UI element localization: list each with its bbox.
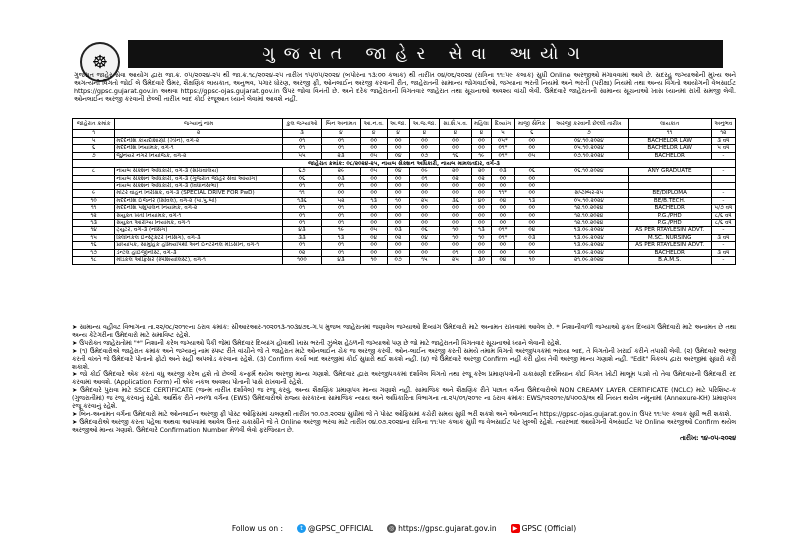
column-header: કુલ જગ્યાઓ [282,119,321,130]
cell-ph: ૦૦ [492,249,515,256]
cell-sebc: ૦૦ [440,145,472,152]
table-row [73,152,736,159]
cell-gen: ૦૧ [322,220,361,227]
cell-women: ૦૦ [471,249,491,256]
cell-gen: ૨૩ [322,152,361,159]
cell-exp: - [711,257,735,264]
cell-date: ૦૬.૧૦.૨૦૨૪ [549,168,628,175]
column-header: અનુભવ [711,119,735,130]
cell-no [73,175,115,182]
table-row [73,212,736,219]
cell-exs: ૦૪ [514,227,549,234]
cell-exp: ૩ વર્ષ [711,249,735,256]
cell-qual [628,175,711,182]
column-header: અરજી કરવાની છેલ્લી તારીખ [549,119,628,130]
cell-gen: ૦૧ [322,242,361,249]
signoff-date: તારીખ: ૧૪-૦૫-૨૦૨૪ [680,434,736,442]
column-number-row [73,130,736,138]
table-row [73,249,736,256]
cell-st: ૦૦ [409,242,439,249]
cell-sebc: ૦૦ [440,205,472,212]
cell-no: ૧૫ [73,234,115,241]
column-header: મહિલા [471,119,491,130]
cell-sc: ૦૦ [387,190,409,197]
cell-women: ૦૦ [471,220,491,227]
twitter-handle: @GPSC_OFFICIAL [308,523,374,533]
section-title: જાહેરાત ક્રમાંક: ૦૮/૨૦૨૪-૨૫, નાયબ સેક્શન અધિકારી, નાયબ મામલતદાર, વર્ગ-૩ [73,160,736,168]
table-row [73,190,736,197]
cell-post: ડેન્ટલ હાઈજીનીસ્ટ, વર્ગ-૩ [115,249,283,256]
cell-date: ૦૭.૧૦.૨૦૨૪ [549,152,628,159]
cell-post: મદદનીશ નિયામક, વર્ગ-૧ [115,145,283,152]
cell-gen: ૦૩ [322,175,361,182]
column-header: માજી સૈનિક [514,119,549,130]
cell-gen: ૦૧ [322,205,361,212]
column-header: સા.શૈ.પ.વ. [440,119,472,130]
cell-exs: ૦૦ [514,205,549,212]
cell-qual: BACHELOR [628,205,711,212]
cell-exs: ૦૩ [514,234,549,241]
cell-exs: ૦૦ [514,249,549,256]
cell-total: ૦૧ [282,242,321,249]
cell-sebc: ૧૬ [440,152,472,159]
cell-exs: ૦૦ [514,212,549,219]
table-row [73,145,736,152]
note-paragraph: ➤ (૧) ઉમેદવારોએ જાહેરાત ક્રમાંક અને જગ્યાનું નામ સ્પષ્ટ રીતે વાંચીને જે તે જાહેરાત માટે ઓનલાઈન ચેક જ અરજી કરવી. ઓન-લાઈન અરજી કરતી સમયે તમામ વિગતો અરજીપત્રકમાં ભરાયા બાદ, તે વિગતોની ખરાઈ કરીને તપાસી લેવી. (૨) ઉમેદવારે અરજી કરતી વખતે જે ઉમેદવારે પોતાનો ફોટો અને સહી અપલોડ કરવાના રહેશે. (૩) Confirm કર્યા બાદ અરજીમાં કોઈ સુધારો થઈ શકશે નહીં. (૪) જે ઉમેદવારે અરજી Confirm નહીં કરી હોય તેવી અરજી માન્ય ગણાશે નહીં. "Edit" વિકલ્પ દ્વારા અરજીમાં સુધારો કરી શકાશે. [72,347,736,371]
cell-ph: ૦૧* [492,234,515,241]
cell-ews: ૧૩ [360,197,387,204]
cell-exp [711,175,735,182]
cell-sc: ૧૦ [387,197,409,204]
cell-exs: ૦૦ [514,145,549,152]
cell-qual: BACHELOR LAW [628,138,711,145]
cell-sc: ૦૩ [387,227,409,234]
cell-gen: ૧૯ [322,227,361,234]
column-header: જાહેરાત ક્રમાંક [73,119,115,130]
cell-ews: ૦૦ [360,249,387,256]
cell-sc: ૦૦ [387,212,409,219]
cell-total: ૧૩૬ [282,197,321,204]
cell-sebc: ૦૦ [440,138,472,145]
cell-exp: ૫ વર્ષ [711,145,735,152]
follow-label: Follow us on : [231,523,284,533]
cell-sc: ૦૦ [387,183,409,190]
cell-no: ૧૨ [73,212,115,219]
cell-sebc: ૦૦ [440,220,472,227]
cell-qual: B.A.M.S. [628,257,711,264]
cell-date [549,183,628,190]
cell-women: ૦૦ [471,242,491,249]
cell-exs: ૦૦ [514,138,549,145]
cell-total: ૪૩ [282,227,321,234]
cell-women: ૦૦ [471,138,491,145]
cell-st: ૦૯ [409,168,439,175]
youtube-link[interactable] [511,524,577,533]
cell-total: ૩૩ [282,234,321,241]
cell-sebc: ૦૧ [440,249,472,256]
cell-no [73,183,115,190]
cell-st: ૦૦ [409,183,439,190]
cell-ph: ૦૦ [492,183,515,190]
note-paragraph: ➤ બિન-અનામત વર્ગના ઉમેદવારો માટે ઓનલાઈન અરજી ફી પોસ્ટ ઓફિસમાં ચલણથી તારીખ ૧૦.૦૭.૨૦૨૪ સુધીમાં જે તે પોસ્ટ ઓફિસમાં કચેરી સમય સુધી ભરી શકશે અને ઓનલાઈન https://gpsc-ojas.gujarat.gov.in ઉપર ૧૧:૫૯ કલાક સુધી ભરી શકાશે. [72,410,732,418]
cell-post: જુનિયર નગર નિયોજક, વર્ગ-૨ [115,152,283,159]
cell-exp: - [711,227,735,234]
cell-st: ૨૫ [409,197,439,204]
cell-gen: ૫૨ [322,197,361,204]
page-title: ગુજરાત જાહેર સેવા આયોગ [128,40,723,68]
cell-total: ૧૦૦ [282,257,321,264]
note-paragraph: ➤ ઉપરોક્ત જાહેરાતોમાં "*" નિશાની કરેલ જગ્યાઓ પૈકી જેમાં ઉમેદવાર દિવ્યાંગ હોવાથી ખાસ ભરતી ઝુંબેશ હેઠળની જગ્યાઓ પણ છે જો માટે જાહેરાતની વિગતવાર સૂચનાઓ ધ્યાને લેવાની રહેશે. [72,339,562,347]
cell-post: નાયબ સેક્શન અધિકારી, વર્ગ-૩ (વિધાનસભા) [115,183,283,190]
cell-sebc: ૧૦ [440,227,472,234]
cell-date: ૧૩.૦૯.૨૦૨૪ [549,242,628,249]
table-body [73,130,736,265]
cell-exs: ૦૬ [514,168,549,175]
cell-no: ૧૧ [73,205,115,212]
column-number: ૩ [282,130,321,138]
cell-exs: ૧૦ [514,257,549,264]
globe-icon: ◎ [389,524,395,532]
cell-ph: ૦૦ [492,242,515,249]
cell-qual: BE/DIPLOMA [628,190,711,197]
cell-total: ૦૧ [282,212,321,219]
cell-ews: ૦૫ [360,227,387,234]
cell-exp: - [711,242,735,249]
cell-date: ૦૫.૧૦.૨૦૨૪ [549,145,628,152]
cell-gen: ૦૦ [322,190,361,197]
cell-sc: ૦૦ [387,220,409,227]
cell-sebc: ૨૫ [440,257,472,264]
column-number: ૧૧ [628,130,711,138]
note-paragraph: ➤ જો કોઈ ઉમેદવારે એક કરતાં વધુ અરજી કરેલ હશે તો છેલ્લી કન્ફર્મ થયેલ અરજી માન્ય ગણાશે. ઉમેદવાર દ્વારા અરજીપત્રકમાં દર્શાવેલ વિગતો તથા રજૂ કરેલ પ્રમાણપત્રોની ચકાસણી દરમિયાન કોઈ વિગત ખોટી માલૂમ પડશે તો તેવા ઉમેદવારની ઉમેદવારી રદ કરવામાં આવશે. (Application Form) ની એક નકલ અવશ્ય પોતાની પાસે રાખવાની રહેશે. [72,371,736,387]
cell-st: ૦૦ [409,220,439,227]
table-row [73,183,736,190]
cell-ews: ૦૫ [360,152,387,159]
cell-ews: ૦૪ [360,234,387,241]
gpsc-emblem-icon: ☸ [80,42,120,82]
cell-sc: ૦૦ [387,145,409,152]
column-number: ૧ [73,130,115,138]
cell-ews: ૦૦ [360,138,387,145]
column-number: ૭ [549,130,628,138]
cell-post: પ્રાધ્યાપક, સામુહિક હોમિયોપેથી અને ઈન્ટરનલ મેડિસીન, વર્ગ-૧ [115,242,283,249]
cell-date: ૧૩.૦૯.૨૦૨૪ [549,234,628,241]
column-number: ૪ [409,130,439,138]
cell-ews: ૦૦ [360,220,387,227]
cell-ews: ૦૫ [360,168,387,175]
cell-no: ૭ [73,152,115,159]
cell-sebc: ૦૦ [440,190,472,197]
cell-sc: ૦૦ [387,205,409,212]
cell-post: મદદનીશ પશુપાલન નિયામક, વર્ગ-૨ [115,205,283,212]
cell-no: ૮ [73,168,115,175]
cell-post: નાયબ સેક્શન અધિકારી, વર્ગ-૩ (સચિવાલય) [115,168,283,175]
cell-total: ૦૨ [282,249,321,256]
cell-no: ૫ [73,138,115,145]
cell-women: ૧૯ [471,152,491,159]
cell-women: ૦૦ [471,183,491,190]
cell-no: ૯ [73,190,115,197]
cell-total: ૫૫ [282,152,321,159]
cell-exs: ૦૦ [514,183,549,190]
youtube-icon: ▶ [511,524,520,533]
cell-gen: ૦૧ [322,145,361,152]
cell-ews: ૦૦ [360,242,387,249]
cell-ph: ૦૦ [492,205,515,212]
cell-date: ૧૨.૧૦.૨૦૨૪ [549,220,628,227]
cell-exs: ૦૦ [514,242,549,249]
cell-ph: ૦૧* [492,152,515,159]
cell-st: ૦૦ [409,145,439,152]
table-row [73,197,736,204]
cell-women: ૦૦ [471,145,491,152]
table-row [73,138,736,145]
cell-date: ૨૧.૦૯.૨૦૨૪ [549,257,628,264]
cell-st: ૦૦ [409,212,439,219]
notes-section [72,324,736,443]
column-number: ૧૨ [711,130,735,138]
cell-st: ૦૧ [409,175,439,182]
cell-exp: - [711,152,735,159]
column-header: આ.ન.વ. [360,119,387,130]
cell-date: સપ્ટેમ્બર-૨૫ [549,190,628,197]
cell-sebc: ૦૨ [440,175,472,182]
cell-women: ૧૩ [471,227,491,234]
youtube-channel: GPSC (Official) [521,523,577,533]
table-section-row [73,160,736,168]
cell-ph: ૧૧* [492,190,515,197]
column-header: જગ્યાનું નામ [115,119,283,130]
cell-post: ક્લિનિકલ ઈન્સ્ટ્રક્ટર (નર્સિંગ), વર્ગ-૩ [115,234,283,241]
cell-post: મોટર વાહન નિરીક્ષક, વર્ગ-૩ (SPECIAL DRIVE FOR PwD) [115,190,283,197]
cell-gen: ૦૧ [322,212,361,219]
cell-exs: ૦૦ [514,190,549,197]
cell-st: ૦૪ [409,234,439,241]
cell-ph: ૦૪ [492,257,515,264]
column-header: અ.જા. [387,119,409,130]
column-header: લાયકાત [628,119,711,130]
cell-ews: ૦૦ [360,205,387,212]
cell-women: ૦૨ [471,175,491,182]
column-header: બિન અનામત [322,119,361,130]
cell-ews: ૦૦ [360,183,387,190]
social-footer [72,522,736,534]
cell-exs: ૦૦ [514,220,549,227]
cell-ph: ૦૧* [492,145,515,152]
cell-ph: ૦૪ [492,197,515,204]
cell-post: મેડિકલ ઓફિસર (સ્પેશિયાલિસ્ટ), વર્ગ-૧ [115,257,283,264]
cell-gen: ૦૧ [322,183,361,190]
column-header: અ.જ.જા. [409,119,439,130]
cell-gen: ૦૧ [322,138,361,145]
cell-women: ૧૦ [471,234,491,241]
cell-ph: ૦૩ [492,168,515,175]
column-header: દિવ્યાંગ [492,119,515,130]
twitter-icon: t [297,524,306,533]
column-number: ૪ [322,130,361,138]
table-header-row [73,119,736,130]
cell-total: ૦૧ [282,145,321,152]
cell-st: ૦૦ [409,205,439,212]
cell-post: મદદનીશ કાયદાશાસ્ત્રી (ઝોન), વર્ગ-૨ [115,138,283,145]
cell-st: ૦૬ [409,227,439,234]
column-number: ૬ [514,130,549,138]
cell-total: ૬૭ [282,168,321,175]
table-row [73,227,736,234]
cell-no: ૧૮ [73,257,115,264]
cell-date [549,175,628,182]
cell-date: ૧૩.૦૯.૨૦૨૪ [549,249,628,256]
cell-sebc: ૦૦ [440,212,472,219]
cell-qual: ANY GRADUATE [628,168,711,175]
note-paragraph: ➤ ઉમેદવારોએ અરજી કરતા પહેલા અથવા આપવામાં આવેલ ઉત્તર ચકાસીને જે તે Online અરજી ભરવા માટે તારીખ ૦૪.૦૭.૨૦૨૪ના રાત્રિના ૧૧:૫૯ કલાક સુધી જ વેબસાઈટ પર ખુલ્લી રહેશે. ત્યારબાદ આયોગની વેબસાઈટ પર Online અરજીઓ Confirm થયેલ અરજીઓ માન્ય ગણાશે. ઉમેદવારે Confirmation Number મેળવી લેવો ફરજિયાત છે. [72,418,736,434]
cell-sebc: ૨૦ [440,168,472,175]
cell-sc: ૦૪ [387,152,409,159]
cell-date: ૦૫.૧૦.૨૦૨૪ [549,197,628,204]
cell-women: ૪૦ [471,197,491,204]
cell-sebc: ૦૦ [440,183,472,190]
cell-ph: ૦૦ [492,212,515,219]
cell-qual: BACHELOR [628,152,711,159]
cell-ews: ૦૦ [360,145,387,152]
cell-ph: ૦૧* [492,227,515,234]
cell-exp: - [711,168,735,175]
cell-sebc: ૦૦ [440,242,472,249]
table-row [73,242,736,249]
cell-ews: ૦૦ [360,175,387,182]
cell-women: ૦૦ [471,212,491,219]
cell-sebc: ૧૦ [440,234,472,241]
cell-total: ૦૧ [282,183,321,190]
intro-paragraph: ગુજરાત જાહેર સેવા આયોગ દ્વારા જા.ક્ર. ૦૫/૨૦૨૪-૨૫ થી જા.ક્ર.૧૮/૨૦૨૪-૨૫ તારીખ ૧૫/૦૫/૨૦૨૪ (બપોરના ૧૩:૦૦ કલાક) થી તારીખ ૦૪/૦૬/૨૦૨૪ (રાત્રિના ૧૧:૫૯ કલાક) સુધી Online અરજીઓ મંગાવવામાં આવે છે. સદરહુ જગ્યાઓની મુખ્ય અને અગત્યની વિગતો જોઈ લે ઉમેદવારે ઉંમર, શૈક્ષણિક લાયકાત, અનુભવ, પગાર ધોરણ, અરજી ફી, ઓનલાઈન અરજી કરવાની રીત, જાહેરાતની સામાન્ય જોગવાઈઓ, જગ્યાના ભરતી નિયમો અને ભરતી (પરીક્ષા) નિયમો તથા અન્ય વિગતો આયોગની વેબસાઈટ https://gpsc.gujarat.gov.in અથવા https://gpsc-ojas.gujarat.gov.in ઉપર જોવા વિનંતી છે. અને દરેક જાહેરાતની વિગતવાર જાહેરાત તથા સૂચનાઓ અવશ્ય વાંચી લેવી. ઉમેદવારે જાહેરાતની સામાન્ય સૂચનાઓ ખાસ ધ્યાનમાં રાખી સમજી લેવી. ઓનલાઈન અરજી કરવાની છેલ્લી તારીખ બાદ કોઈ રજૂઆત ધ્યાને લેવામાં આવશે નહીં. [74,71,736,104]
cell-exs: ૦૦ [514,175,549,182]
cell-qual: BACHELOR [628,249,711,256]
cell-total: ૦૬ [282,175,321,182]
cell-sc: ૦૭ [387,257,409,264]
cell-date: ૦૪.૧૦.૨૦૨૪ [549,138,628,145]
cell-no: ૧૭ [73,249,115,256]
cell-gen: ૨૯ [322,168,361,175]
cell-women: ૦૦ [471,190,491,197]
cell-total: ૧૧ [282,190,321,197]
cell-no: ૬ [73,145,115,152]
cell-exp: ૮/૬ વર્ષ [711,212,735,219]
cell-sc: ૦૨ [387,234,409,241]
cell-st: ૦૦ [409,190,439,197]
cell-qual: BE/B.TECH. [628,197,711,204]
cell-date: ૧૨.૧૦.૨૦૨૪ [549,205,628,212]
cell-qual: P.G./PHD [628,212,711,219]
cell-qual [628,183,711,190]
website-link[interactable] [387,524,496,533]
twitter-link[interactable] [297,524,373,533]
cell-gen: ૧૩ [322,234,361,241]
table-row [73,205,736,212]
note-paragraph: ➤ સામાન્ય વહીવટ વિભાગના તા.૨૨/૦૮/૨૦૧૯ના ઠરાવ ક્રમાંક: સીઆરઆર-૧૦૨૦૧૩-૧૦૩૪૭૬-ગ.૫ મુજબ જાહેરાતમાં જણાવેલ જગ્યાઓ દિવ્યાંગ ઉમેદવારો માટે અનામત રાખવામાં આવેલ છે. * નિશાનીવાળી જગ્યાઓ ફક્ત દિવ્યાંગ ઉમેદવારો માટે અનામત છે તથા અન્ય કેટેગરીના ઉમેદવારો માટે સમાવિષ્ટ રહેશે. [72,324,736,339]
website-url: https://gpsc.gujarat.gov.in [398,523,497,533]
cell-date: ૧૨.૧૦.૨૦૨૪ [549,212,628,219]
cell-post: નાયબ સેક્શન અધિકારી, વર્ગ-૩ (ગુજરાત જાહેર સેવા આયોગ) [115,175,283,182]
cell-ews: ૧૦ [360,257,387,264]
cell-sc: ૦૦ [387,249,409,256]
table-row [73,220,736,227]
table-row [73,168,736,175]
cell-exs: ૧૩ [514,197,549,204]
cell-st: ૦૦ [409,138,439,145]
cell-exp: - [711,197,735,204]
cell-exp [711,183,735,190]
cell-exs: ૦૫ [514,152,549,159]
table-row [73,234,736,241]
cell-no: ૧૬ [73,242,115,249]
cell-no: ૧૦ [73,197,115,204]
cell-sc: ૦૪ [387,168,409,175]
cell-post: સંયુક્ત ખેતી નિયામક, વર્ગ-૧ [115,212,283,219]
cell-gen: ૪૩ [322,257,361,264]
cell-st: ૦૭ [409,152,439,159]
column-number: ૪ [471,130,491,138]
cell-women: ૩૦ [471,257,491,264]
column-number: ૫ [492,130,515,138]
cell-sebc: ૩૬ [440,197,472,204]
cell-sc: ૦૦ [387,242,409,249]
cell-no: ૧૪ [73,227,115,234]
column-number: ૪ [360,130,387,138]
column-number: ૪ [440,130,472,138]
vacancy-table [72,118,736,265]
cell-ews: ૦૦ [360,190,387,197]
cell-st: ૧૫ [409,257,439,264]
cell-gen: ૦૧ [322,249,361,256]
cell-exp: ૫/૭ વર્ષ [711,205,735,212]
cell-total: ૦૧ [282,205,321,212]
cell-st: ૦૦ [409,249,439,256]
cell-no: ૧૩ [73,220,115,227]
column-number: ૪ [387,130,409,138]
cell-qual: AS PER RTAYLESIN ADVT. [628,242,711,249]
cell-exp: ૩ વર્ષ [711,138,735,145]
cell-qual: M.SC. NURSING [628,234,711,241]
cell-post: મદદનીશ ઈજનેર (સિવિલ), વર્ગ-૨ (પા.પુ.બો) [115,197,283,204]
table-row [73,175,736,182]
cell-sc: ૦૦ [387,138,409,145]
cell-women: ૦૦ [471,205,491,212]
cell-total: ૦૧ [282,220,321,227]
cell-exp: ૮/૬ વર્ષ [711,220,735,227]
table-row [73,257,736,264]
cell-post: ટ્યુટર, વર્ગ-૩ (નર્સિંગ) [115,227,283,234]
cell-ews: ૦૦ [360,212,387,219]
cell-qual: AS PER RTAYLESIN ADVT. [628,227,711,234]
cell-ph: ૦૦ [492,175,515,182]
cell-exp: ૩ વર્ષ [711,234,735,241]
cell-ph: ૦૫* [492,138,515,145]
cell-total: ૦૧ [282,138,321,145]
note-paragraph: ➤ ઉમેદવારે પુરાવા માટે SSCE CERTIFICATE (જન્મ તારીખ દર્શાવેલ) જ રજૂ કરવું, અન્ય શૈક્ષણિક પ્રમાણપત્ર માન્ય ગણાશે નહીં. સામાજિક અને શૈક્ષણિક રીતે પછાત વર્ગના ઉમેદવારોએ NON CREAMY LAYER CERTIFICATE (NCLC) માટે પરિશિષ્ટ-ક (ગુજરાતીમાં) જ રજૂ કરવાનું રહેશે. આર્થિક રીતે નબળા વર્ગના (EWS) ઉમેદવારોએ રાજ્ય સરકારના સામાજિક ન્યાય અને અધિકારિતા વિભાગના તા.૨૫/૦૧/૨૦૧૯ ના ઠરાવ ક્રમાંક: EWS/૧૨૨૦૧૯/૪૫૦૦૩/અ થી નિયત થયેલ નમૂનામાં (Annexure-KH) પ્રમાણપત્ર રજૂ કરવાનું રહેશે. [72,387,736,411]
cell-exp: - [711,190,735,197]
cell-qual: P.G./PHD [628,220,711,227]
cell-post: સંયુક્ત આરોગ્ય નિયામક, વર્ગ-૧ [115,220,283,227]
column-number: ૨ [115,130,283,138]
cell-date: ૧૩.૦૯.૨૦૨૪ [549,227,628,234]
cell-sc: ૦૦ [387,175,409,182]
cell-qual: BACHELOR LAW [628,145,711,152]
cell-ph: ૦૦ [492,220,515,227]
cell-women: ૨૦ [471,168,491,175]
